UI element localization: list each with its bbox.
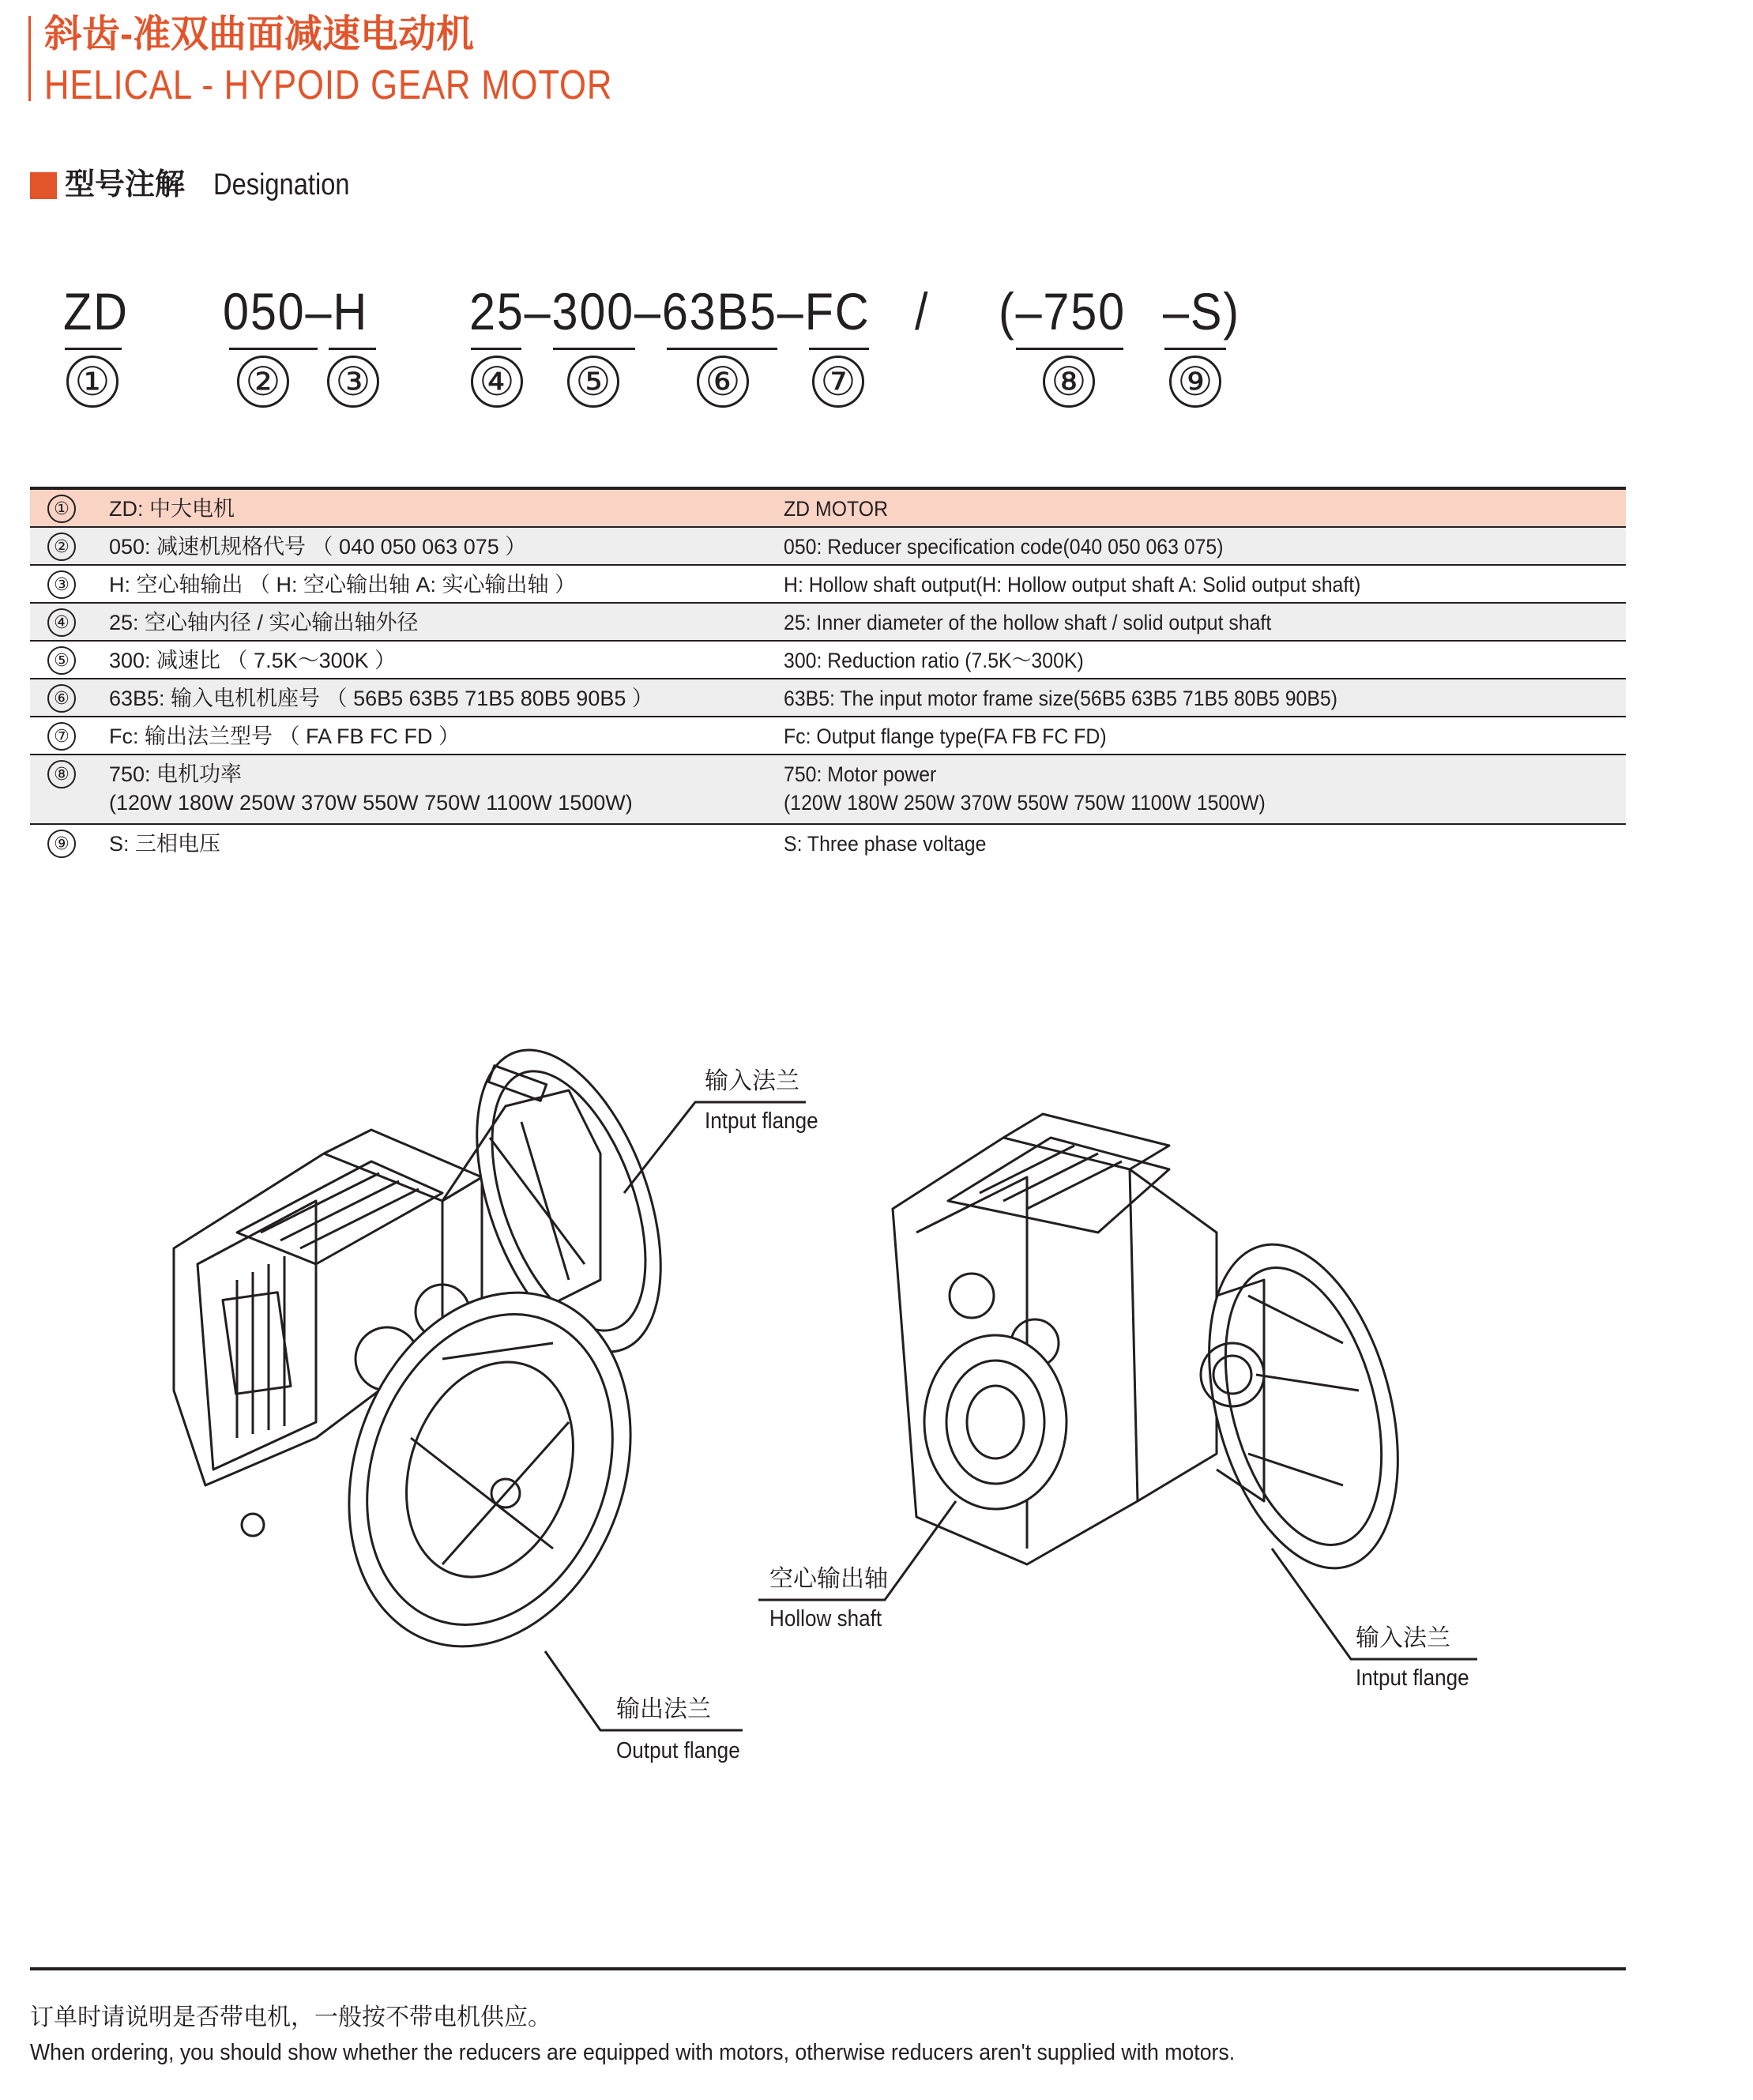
- row-desc-en: 050: Reducer specification code(040 050 063 075): [784, 535, 1224, 559]
- label-input-flange-right-en: Intput flange: [1356, 1665, 1469, 1691]
- right-gearbox-drawing: [893, 1114, 1431, 1589]
- row-index: ⑦: [47, 722, 76, 751]
- code-marker: ①: [66, 356, 118, 408]
- code-segment-motor: ZD: [63, 282, 129, 341]
- label-hollow-shaft-cn: 空心输出轴: [769, 1566, 888, 1592]
- row-desc-cn: 63B5: 输入电机机座号 （ 56B5 63B5 71B5 80B5 90B5 ）: [109, 687, 653, 710]
- label-input-flange-cn: 输入法兰: [705, 1068, 799, 1094]
- code-marker: ②: [237, 356, 289, 408]
- code-marker: ⑧: [1043, 356, 1095, 408]
- row-desc-cn-line2: (120W 180W 250W 370W 550W 750W 1100W 1500W): [109, 791, 633, 815]
- row-desc-cn: 750: 电机功率: [109, 762, 243, 786]
- label-output-flange-en: Output flange: [616, 1738, 740, 1763]
- code-segment-slash: /: [915, 282, 930, 341]
- row-desc-en: 750: Motor power: [784, 762, 937, 786]
- row-index: ④: [47, 608, 76, 637]
- row-desc-cn: 25: 空心轴内径 / 实心输出轴外径: [109, 611, 419, 634]
- row-desc-en-line2: (120W 180W 250W 370W 550W 750W 1100W 1500W): [784, 791, 1266, 815]
- row-index: ③: [47, 570, 76, 599]
- row-index: ②: [47, 533, 76, 561]
- code-segment-reducer: 050–H: [223, 282, 369, 341]
- label-hollow-shaft-en: Hollow shaft: [769, 1606, 882, 1631]
- code-segment-spec: 25–300–63B5–FC: [469, 282, 871, 341]
- row-desc-cn: Fc: 输出法兰型号 （ FA FB FC FD ）: [109, 724, 461, 748]
- row-desc-en: S: Three phase voltage: [784, 832, 987, 856]
- row-index: ⑤: [47, 646, 76, 675]
- row-desc-cn: 050: 减速机规格代号 （ 040 050 063 075 ）: [109, 535, 527, 559]
- row-desc-en: H: Hollow shaft output(H: Hollow output shaft A: Solid output shaft): [784, 573, 1361, 597]
- section-title-cn: 型号注解: [65, 168, 186, 201]
- row-desc-cn: S: 三相电压: [109, 832, 221, 856]
- row-desc-cn: ZD: 中大电机: [109, 497, 235, 521]
- code-segment-power: (–750: [999, 282, 1126, 341]
- footer-note-en: When ordering, you should show whether the reducers are equipped with motors, otherwise reducers aren't supplied with motors.: [30, 2040, 1236, 2065]
- left-gearbox-drawing: [174, 1026, 697, 1686]
- row-index: ⑥: [47, 684, 76, 713]
- page-title-cn: 斜齿-准双曲面减速电动机: [44, 13, 474, 55]
- code-marker: ③: [327, 356, 379, 408]
- code-marker: ⑦: [812, 356, 864, 408]
- label-output-flange-cn: 输出法兰: [616, 1696, 711, 1722]
- row-desc-en: 25: Inner diameter of the hollow shaft / solid output shaft: [784, 611, 1272, 634]
- footer-divider: [30, 1967, 1626, 1970]
- code-segment-voltage: –S): [1163, 282, 1240, 341]
- label-input-flange-right-cn: 输入法兰: [1356, 1625, 1450, 1651]
- code-marker: ⑥: [697, 356, 749, 408]
- code-marker: ④: [471, 356, 523, 408]
- row-desc-cn: 300: 减速比 （ 7.5K～300K ）: [109, 649, 397, 672]
- footer-note-cn: 订单时请说明是否带电机，一般按不带电机供应。: [30, 2004, 551, 2030]
- row-desc-en: 63B5: The input motor frame size(56B5 63B5 71B5 80B5 90B5): [784, 687, 1338, 710]
- row-desc-en: ZD MOTOR: [784, 497, 889, 521]
- section-title-en: Designation: [213, 168, 350, 201]
- row-index: ⑨: [47, 830, 76, 858]
- code-marker: ⑨: [1169, 356, 1221, 408]
- row-desc-en: 300: Reduction ratio (7.5K～300K): [784, 649, 1084, 672]
- label-input-flange-en: Intput flange: [705, 1108, 818, 1134]
- row-desc-en: Fc: Output flange type(FA FB FC FD): [784, 724, 1107, 748]
- row-index: ⑧: [47, 760, 76, 788]
- row-desc-cn: H: 空心轴输出 （ H: 空心输出轴 A: 实心输出轴 ）: [109, 573, 577, 597]
- page-title-en: HELICAL - HYPOID GEAR MOTOR: [44, 62, 613, 108]
- code-marker: ⑤: [567, 356, 619, 408]
- row-index: ①: [47, 495, 76, 523]
